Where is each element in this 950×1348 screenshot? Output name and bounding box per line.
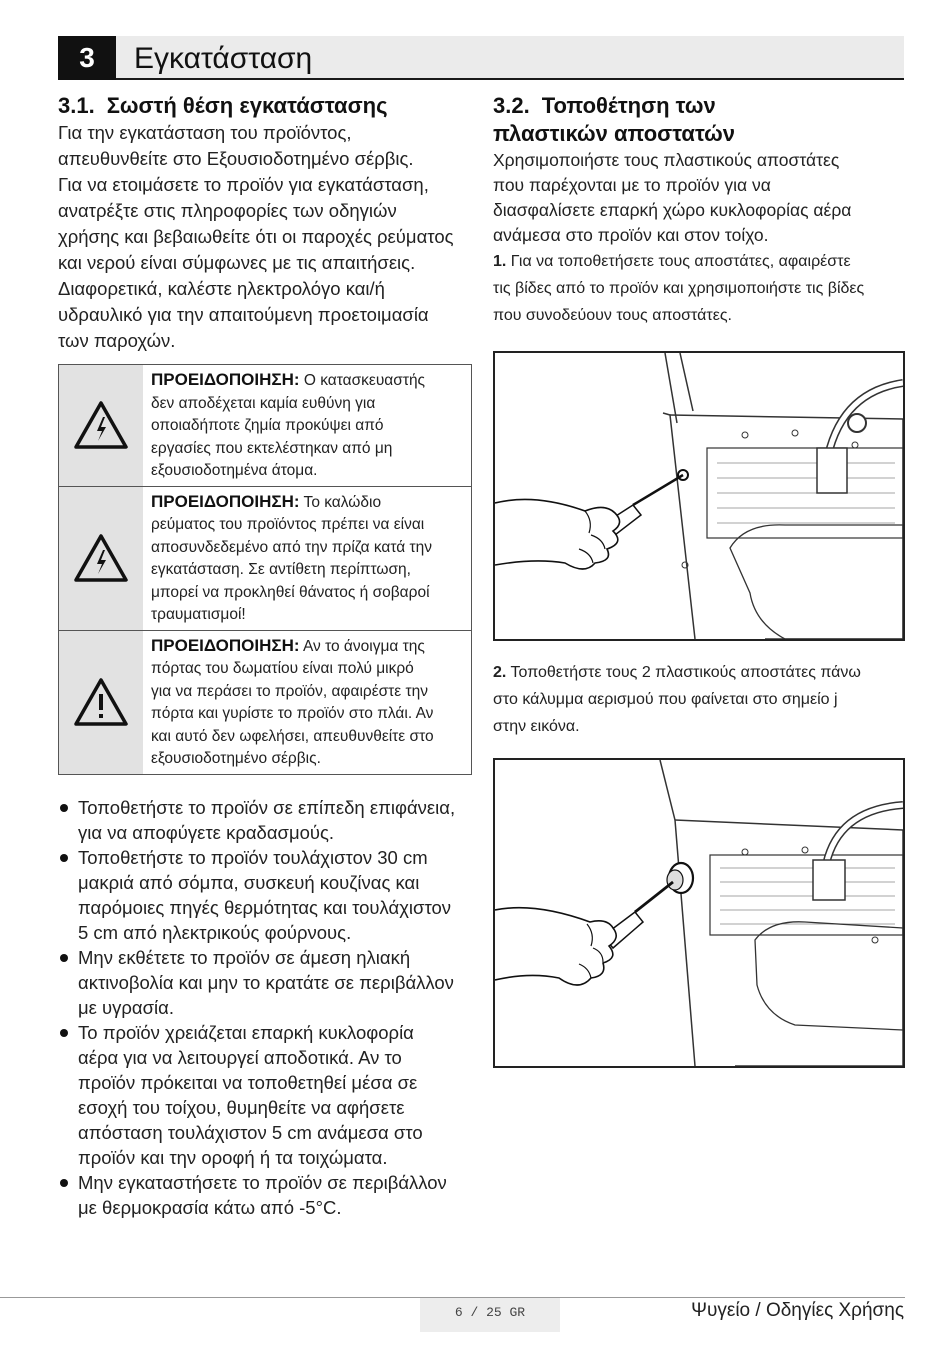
warnings-table [58,364,472,775]
document-title: Ψυγείο / Οδηγίες Χρήσης [691,1300,904,1321]
warning-label: ΠΡΟΕΙΔΟΠΟΙΗΣΗ: [151,491,300,511]
bullet-line: για να αποφύγετε κραδασμούς. [78,821,335,843]
warning-label: ΠΡΟΕΙΔΟΠΟΙΗΣΗ: [151,370,300,389]
bullet-line: Τοποθετήστε το προϊόν τουλάχιστον 30 cm [78,846,428,868]
chapter-header [58,36,904,80]
intro-line: ανατρέξτε στις πληροφορίες των οδηγιών [58,200,397,221]
warning-line: Αν το άνοιγμα της [299,637,425,655]
warning-line: τραυματισμοί! [151,606,246,623]
bullet-line: εσοχή του τοίχου, θυμηθείτε να αφήσετε [78,1096,405,1118]
bullet-line: Το προϊόν χρειάζεται επαρκή κυκλοφορία [78,1021,414,1043]
step-line: στην εικόνα. [493,718,580,735]
section-3-1-intro [58,120,472,354]
warning-line: εργασίες που εκτελέστηκαν από μη [151,439,393,457]
warning-row [59,365,471,486]
intro-line: Για την εγκατάσταση του προϊόντος, [58,122,352,143]
step-number: 2. [493,664,507,681]
warning-line: ρεύματος του προϊόντος πρέπει να είναι [151,516,425,533]
intro-line: υδραυλικό για την απαιτούμενη προετοιμασία [58,304,429,325]
section-title: πλαστικών αποστατών [493,121,735,146]
bullet-line: απόσταση τουλάχιστον 5 cm ανάμεσα στο [78,1121,423,1143]
intro-line: που παρέχονται με το προϊόν για να [493,175,771,195]
warning-line: οποιαδήποτε ζημία προκύψει από [151,417,384,434]
step-line: Τοποθετήστε τους 2 πλαστικούς αποστάτες πάνω [510,664,861,681]
figure-spacer-installation [493,758,905,1068]
bullet-line: 5 cm από ηλεκτρικούς φούρνους. [78,921,352,943]
warning-line: αποσυνδεδεμένο από την πρίζα κατά την [151,538,433,556]
installation-bullet-list [58,795,472,1220]
bullet-line: Τοποθετήστε το προϊόν σε επίπεδη επιφάνεια, [78,796,456,818]
intro-line: χρήσης και βεβαιωθείτε ότι οι παροχές ρεύματος [58,226,454,247]
list-item [58,1170,472,1220]
list-item [58,1020,472,1170]
list-item [58,795,472,845]
bullet-line: ακτινοβολία και μην το κρατάτε σε περιβάλλον [78,971,454,993]
general-warning-icon [59,631,143,774]
list-item [58,845,472,945]
section-number: 3.2. [493,93,530,118]
warning-line: για να περάσει το προϊόν, αφαιρέστε την [151,682,429,700]
right-column [493,92,905,1068]
intro-line: Για να ετοιμάσετε το προϊόν για εγκατάσταση, [58,174,429,195]
step-line: στο κάλυμμα αερισμού που φαίνεται στο σημείο j [493,691,838,708]
step-2 [493,659,905,740]
section-title: Τοποθέτηση των [541,93,716,118]
warning-line: Το καλώδιο [299,493,382,511]
intro-line: και νερού είναι σύμφωνες με τις απαιτήσεις. [58,252,416,273]
intro-line: των παροχών. [58,330,176,351]
section-title: Σωστή θέση εγκατάστασης [106,93,388,118]
warning-line: εξουσιοδοτημένα άτομα. [151,462,318,479]
chapter-title: Εγκατάσταση [134,42,313,75]
intro-line: απευθυνθείτε στο Εξουσιοδοτημένο σέρβις. [58,148,414,169]
screw-removal-illustration [495,353,903,639]
section-number: 3.1. [58,93,95,118]
electric-hazard-icon [59,365,143,486]
warning-line: εγκατάσταση. Σε αντίθετη περίπτωση, [151,561,411,578]
bullet-line: προϊόν και την οροφή ή τα τοιχώματα. [78,1146,388,1168]
warning-line: δεν αποδέχεται καμία ευθύνη για [151,394,376,412]
left-column [58,92,472,1220]
warning-text [143,487,471,630]
step-number: 1. [493,253,507,270]
intro-line: Χρησιμοποιήστε τους πλαστικούς αποστάτες [493,150,840,170]
bullet-line: παρόμοιες πηγές θερμότητας και τουλάχιστον [78,896,452,918]
bullet-line: μακριά από σόμπα, συσκευή κουζίνας και [78,871,420,893]
warning-line: μπορεί να προκληθεί θάνατος ή σοβαροί [151,583,430,601]
step-line: τις βίδες από το προϊόν και χρησιμοποιήστε τις βίδες [493,280,865,297]
page-number: 6 / 25 GR [420,1298,560,1332]
warning-row [59,630,471,774]
warning-label: ΠΡΟΕΙΔΟΠΟΙΗΣΗ: [151,635,300,655]
step-line: που συνοδεύουν τους αποστάτες. [493,307,732,324]
step-1 [493,248,905,329]
bullet-line: προϊόν πρόκειται να τοποθετηθεί μέσα σε [78,1071,418,1093]
warning-text [143,631,471,774]
section-3-2-intro [493,148,905,248]
warning-line: Ο κατασκευαστής [299,372,426,389]
bullet-line: Μην εκθέτετε το προϊόν σε άμεση ηλιακή [78,946,411,968]
intro-line: διασφαλίσετε επαρκή χώρο κυκλοφορίας αέρα [493,200,852,220]
bullet-line: Μην εγκαταστήσετε το προϊόν σε περιβάλλον [78,1171,447,1193]
section-3-2-heading [493,92,905,148]
warning-row [59,486,471,630]
bullet-line: με υγρασία. [78,996,174,1018]
section-3-1-heading [58,92,472,120]
warning-line: εξουσιοδοτημένο σέρβις. [151,750,321,767]
intro-line: Διαφορετικά, καλέστε ηλεκτρολόγο και/ή [58,278,385,299]
chapter-number: 3 [58,36,116,80]
intro-line: ανάμεσα στο προϊόν και στον τοίχο. [493,225,769,245]
warning-text [143,365,471,486]
spacer-installation-illustration [495,760,903,1066]
figure-screw-removal [493,351,905,641]
bullet-line: αέρα για να λειτουργεί αποδοτικά. Αν το [78,1046,402,1068]
warning-line: πόρτας του δωματίου είναι πολύ μικρό [151,660,414,677]
warning-line: πόρτα και γυρίστε το προϊόν στο πλάι. Αν [151,705,434,722]
list-item [58,945,472,1020]
warning-line: και αυτό δεν ωφελήσει, απευθυνθείτε στο [151,727,434,745]
step-line: Για να τοποθετήσετε τους αποστάτες, αφαιρέστε [510,253,851,270]
electric-hazard-icon [59,487,143,630]
bullet-line: με θερμοκρασία κάτω από -5°C. [78,1196,342,1218]
